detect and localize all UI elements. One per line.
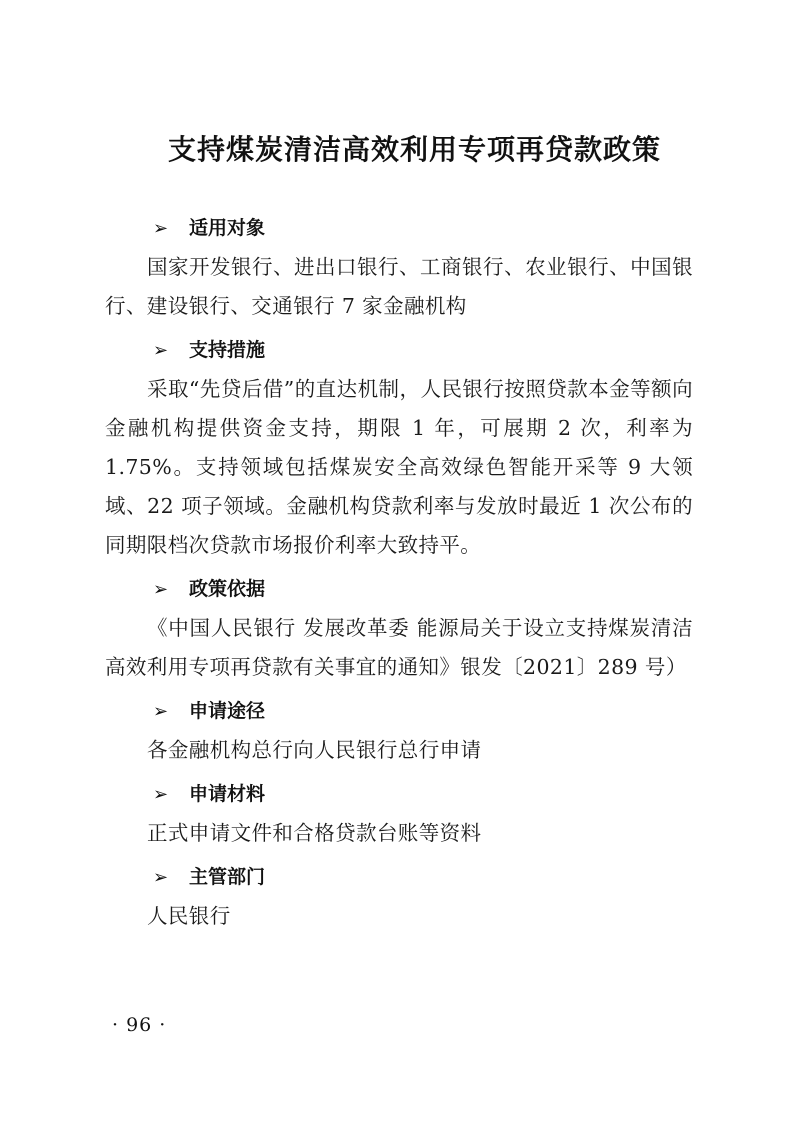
section-competent-department [105, 857, 693, 936]
section-heading [105, 774, 693, 814]
section-body: 正式申请文件和合格贷款台账等资料 [147, 821, 482, 845]
section-application-channel [105, 691, 693, 770]
section-heading [105, 330, 693, 370]
section-heading [105, 569, 693, 609]
section-policy-basis [105, 569, 693, 687]
section-support-measures [105, 330, 693, 565]
page-title: 支持煤炭清洁高效利用专项再贷款政策 [167, 133, 661, 166]
arrow-bullet-icon: ➢ [153, 340, 169, 361]
section-body: 人民银行 [147, 904, 231, 928]
section-heading [105, 208, 693, 248]
section-heading-label: 申请途径 [189, 700, 266, 722]
section-application-materials [105, 774, 693, 853]
arrow-bullet-icon: ➢ [153, 579, 169, 600]
section-heading-label: 适用对象 [189, 217, 266, 239]
section-heading [105, 857, 693, 897]
section-heading-label: 申请材料 [189, 783, 266, 805]
arrow-bullet-icon: ➢ [153, 218, 169, 239]
section-body: 《中国人民银行 发展改革委 能源局关于设立支持煤炭清洁高效利用专项再贷款有关事宜的通知》银发〔2021〕289 号） [105, 616, 693, 679]
section-heading-label: 主管部门 [189, 866, 266, 888]
content-body [105, 208, 693, 940]
section-body: 各金融机构总行向人民银行总行申请 [147, 738, 482, 762]
section-body: 国家开发银行、进出口银行、工商银行、农业银行、中国银行、建设银行、交通银行 7 家金融机构 [105, 255, 693, 318]
section-heading-label: 政策依据 [189, 578, 266, 600]
page-number: · 96 · [112, 1014, 167, 1036]
section-applicable-objects [105, 208, 693, 326]
section-body: 采取“先贷后借”的直达机制，人民银行按照贷款本金等额向金融机构提供资金支持，期限 1 年，可展期 2 次，利率为 1.75%。支持领域包括煤炭安全高效绿色智能开采等 9 大领域、22 项子领域。金融机构贷款利率与发放时最近 1 次公布的同期限档次贷款市场报价利率大致持平。 [105, 377, 693, 557]
section-heading-label: 支持措施 [189, 339, 266, 361]
arrow-bullet-icon: ➢ [153, 867, 169, 888]
arrow-bullet-icon: ➢ [153, 784, 169, 805]
arrow-bullet-icon: ➢ [153, 701, 169, 722]
section-heading [105, 691, 693, 731]
